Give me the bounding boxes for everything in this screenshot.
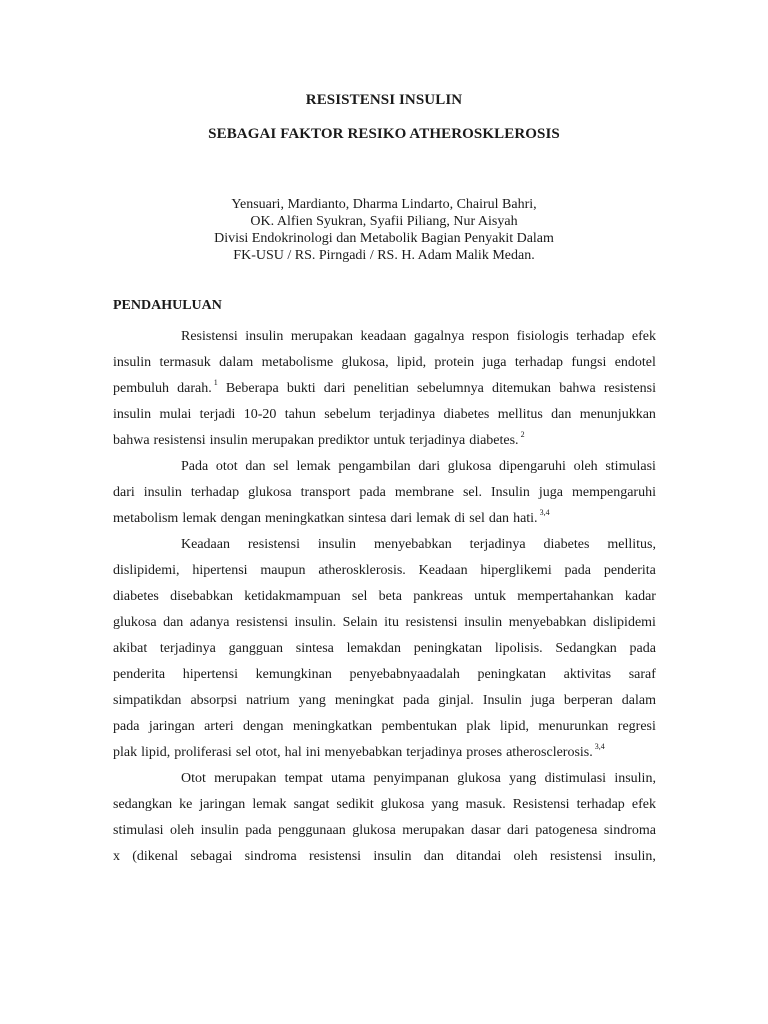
word: terjadinya bbox=[409, 433, 466, 448]
word: insulin bbox=[200, 823, 239, 838]
word: stimulasi bbox=[113, 823, 164, 838]
word: hipertensi bbox=[192, 563, 248, 578]
text-line bbox=[113, 480, 656, 506]
word: dari bbox=[418, 459, 441, 474]
affiliation-line: Divisi Endokrinologi dan Metabolik Bagian Penyakit Dalam bbox=[214, 231, 554, 246]
word: sindroma bbox=[244, 849, 297, 864]
word: yang bbox=[298, 693, 326, 708]
word: peningkatan bbox=[477, 667, 546, 682]
word: mellitus bbox=[497, 407, 543, 422]
word: gangguan bbox=[228, 641, 284, 656]
word: dasar bbox=[470, 823, 501, 838]
word: dalam bbox=[621, 693, 656, 708]
word: berperan bbox=[563, 693, 613, 708]
word: terhadap bbox=[514, 355, 564, 370]
word: dan bbox=[488, 511, 510, 526]
word: resistensi bbox=[235, 615, 289, 630]
word: dari bbox=[323, 381, 346, 396]
word: adanya bbox=[189, 615, 230, 630]
word: regresi bbox=[617, 719, 656, 734]
word: resistensi bbox=[405, 615, 458, 630]
word: merupakan bbox=[290, 329, 354, 344]
word: insulin bbox=[143, 485, 182, 500]
word: sindroma bbox=[603, 823, 656, 838]
word: penggunaan bbox=[278, 823, 346, 838]
word: mempengaruhi bbox=[572, 485, 656, 500]
word: membrane bbox=[394, 485, 454, 500]
text-line bbox=[113, 740, 656, 766]
author-block bbox=[0, 196, 768, 264]
word: lipid, bbox=[141, 745, 171, 760]
word: terjadinya bbox=[379, 407, 436, 422]
word: x bbox=[113, 849, 120, 864]
word: dipengaruhi bbox=[499, 459, 566, 474]
author-line: Yensuari, Mardianto, Dharma Lindarto, Chairul Bahri, bbox=[231, 197, 537, 212]
word: pengambilan bbox=[338, 459, 411, 474]
word: proliferasi bbox=[174, 745, 232, 760]
word: dan bbox=[163, 615, 184, 630]
word: Resistensi bbox=[181, 329, 238, 344]
word: Keadaan bbox=[418, 563, 468, 578]
word: simpatikdan bbox=[113, 693, 182, 708]
word: terhadap bbox=[576, 797, 625, 812]
word: sedikit bbox=[336, 797, 374, 812]
word: hipertensi bbox=[182, 667, 238, 682]
word: pada bbox=[629, 641, 656, 656]
word: Sedangkan bbox=[555, 641, 617, 656]
word: menyebabkan bbox=[508, 615, 587, 630]
text-line bbox=[113, 714, 656, 740]
word: oleh bbox=[513, 849, 538, 864]
word: insulin bbox=[464, 615, 503, 630]
word: lemakdan bbox=[346, 641, 401, 656]
word: meningkatkan bbox=[264, 511, 345, 526]
word: ginjal. bbox=[438, 693, 474, 708]
word: masuk. bbox=[465, 797, 506, 812]
text-line bbox=[113, 792, 656, 818]
document-title: RESISTENSI INSULIN bbox=[305, 92, 463, 108]
word: penyimpanan bbox=[373, 771, 449, 786]
word: Resistensi bbox=[512, 797, 570, 812]
word: penderita bbox=[113, 667, 166, 682]
word: merupakan bbox=[251, 433, 314, 448]
word: meningkatkan bbox=[292, 719, 373, 734]
citation-superscript: 3,4 bbox=[537, 508, 550, 517]
word: otot, bbox=[255, 745, 281, 760]
word: Selain bbox=[342, 615, 378, 630]
citation-superscript: 1 bbox=[211, 378, 218, 387]
word: dari bbox=[506, 823, 529, 838]
word: terjadinya bbox=[406, 745, 463, 760]
word: bahwa bbox=[559, 381, 596, 396]
text-line bbox=[113, 428, 656, 454]
text-line bbox=[113, 844, 656, 870]
word: merupakan bbox=[402, 823, 465, 838]
word: kemungkinan bbox=[255, 667, 332, 682]
word: hiperglikemi bbox=[480, 563, 552, 578]
word: menyebabkan bbox=[324, 745, 403, 760]
word: di bbox=[454, 511, 466, 526]
word: diabetes. $^2$ bbox=[469, 430, 525, 448]
word: juga bbox=[530, 693, 555, 708]
word: stimulasi bbox=[605, 459, 656, 474]
word: tempat bbox=[284, 771, 323, 786]
word: insulin, bbox=[614, 771, 656, 786]
word: dan bbox=[551, 407, 572, 422]
word: protein bbox=[434, 355, 475, 370]
word: glukosa bbox=[352, 823, 396, 838]
text-line bbox=[113, 558, 656, 584]
word: diabetes bbox=[113, 589, 159, 604]
word: sangat bbox=[293, 797, 330, 812]
word: sel bbox=[235, 745, 252, 760]
word: pembuluh bbox=[113, 381, 169, 396]
word: keadaan bbox=[360, 329, 407, 344]
word: pada bbox=[564, 563, 591, 578]
section-heading: PENDAHULUAN bbox=[113, 298, 222, 313]
word: 10-20 bbox=[243, 407, 277, 422]
word: Insulin bbox=[482, 693, 522, 708]
word: glukosa bbox=[447, 459, 492, 474]
text-line bbox=[113, 636, 656, 662]
word: yang bbox=[431, 797, 459, 812]
text-line bbox=[113, 350, 656, 376]
word: metabolism bbox=[113, 511, 179, 526]
word: ditemukan bbox=[491, 381, 552, 396]
word: darah. $^1$ bbox=[177, 378, 218, 396]
word: utama bbox=[331, 771, 366, 786]
word: juga bbox=[538, 485, 564, 500]
word: pembentukan bbox=[381, 719, 457, 734]
word: absorpsi bbox=[190, 693, 238, 708]
text-line bbox=[113, 402, 656, 428]
word: pada bbox=[402, 693, 430, 708]
word: glukosa bbox=[113, 615, 157, 630]
word: (dikenal bbox=[132, 849, 179, 864]
word: endotel bbox=[614, 355, 656, 370]
word: terjadi bbox=[199, 407, 236, 422]
word: sintesa bbox=[295, 641, 334, 656]
word: efek bbox=[631, 797, 656, 812]
word: efek bbox=[631, 329, 656, 344]
word: atherosclerosis. $^{3,4}$ bbox=[506, 742, 605, 760]
word: yang bbox=[509, 771, 537, 786]
word: resistensi bbox=[603, 381, 656, 396]
word: ini bbox=[305, 745, 321, 760]
word: bahwa bbox=[113, 433, 150, 448]
word: beta bbox=[378, 589, 402, 604]
word: ditandai bbox=[456, 849, 502, 864]
word: insulin. bbox=[294, 615, 337, 630]
word: menyebabkan bbox=[373, 537, 452, 552]
word: dislipidemi, bbox=[113, 563, 180, 578]
text-line bbox=[113, 688, 656, 714]
word: terjadinya bbox=[469, 537, 526, 552]
word: diabetes bbox=[543, 537, 590, 552]
word: otot bbox=[215, 459, 238, 474]
word: natrium bbox=[246, 693, 290, 708]
word: penderita bbox=[603, 563, 656, 578]
word: penelitian bbox=[353, 381, 409, 396]
word: insulin bbox=[373, 849, 412, 864]
word: meningkat bbox=[334, 693, 394, 708]
word: dan bbox=[423, 849, 444, 864]
word: saraf bbox=[628, 667, 656, 682]
word: pankreas bbox=[413, 589, 463, 604]
word: resistensi bbox=[549, 849, 602, 864]
text-line bbox=[113, 662, 656, 688]
affiliation-line: FK-USU / RS. Pirngadi / RS. H. Adam Malik Medan. bbox=[233, 248, 535, 263]
word: resistensi bbox=[308, 849, 362, 864]
text-line bbox=[113, 610, 656, 636]
word: juga bbox=[482, 355, 507, 370]
word: metabolisme bbox=[261, 355, 334, 370]
word: menurunkan bbox=[538, 719, 609, 734]
word: prediktor bbox=[317, 433, 370, 448]
word: glukosa bbox=[380, 797, 425, 812]
word: distimulasi bbox=[544, 771, 607, 786]
word: hati. $^{3,4}$ bbox=[513, 508, 550, 526]
word: Insulin bbox=[491, 485, 530, 500]
word: glukosa bbox=[248, 485, 292, 500]
text-line bbox=[113, 818, 656, 844]
word: arteri bbox=[204, 719, 234, 734]
word: insulin, bbox=[614, 849, 656, 864]
word: menunjukkan bbox=[579, 407, 656, 422]
word: insulin bbox=[245, 329, 284, 344]
word: dalam bbox=[219, 355, 254, 370]
word: pada bbox=[359, 485, 386, 500]
word: maupun bbox=[260, 563, 306, 578]
word: dislipidemi bbox=[592, 615, 656, 630]
text-line bbox=[113, 584, 656, 610]
text-line bbox=[113, 324, 656, 350]
word: plak bbox=[466, 719, 491, 734]
word: dari bbox=[390, 511, 413, 526]
text-line bbox=[113, 376, 656, 402]
word: oleh bbox=[170, 823, 195, 838]
word: hal bbox=[284, 745, 302, 760]
text-line bbox=[113, 454, 656, 480]
body-text bbox=[113, 324, 656, 870]
word: diabetes bbox=[443, 407, 490, 422]
word: sel bbox=[273, 459, 289, 474]
word: peningkatan bbox=[413, 641, 483, 656]
word: glukosa bbox=[457, 771, 501, 786]
word: jaringan bbox=[199, 797, 246, 812]
word: dengan bbox=[243, 719, 284, 734]
text-line bbox=[113, 766, 656, 792]
word: akibat bbox=[113, 641, 148, 656]
word: fungsi bbox=[571, 355, 607, 370]
word: transport bbox=[300, 485, 351, 500]
word: resistensi bbox=[153, 433, 206, 448]
word: patogenesa bbox=[535, 823, 598, 838]
word: insulin bbox=[209, 433, 248, 448]
word: sintesa bbox=[348, 511, 387, 526]
word: mempertahankan bbox=[517, 589, 614, 604]
word: insulin bbox=[113, 355, 152, 370]
word: pada bbox=[113, 719, 140, 734]
word: dengan bbox=[220, 511, 261, 526]
word: gagalnya bbox=[413, 329, 465, 344]
word: terhadap bbox=[576, 329, 625, 344]
word: insulin bbox=[317, 537, 357, 552]
word: Beberapa bbox=[225, 381, 279, 396]
word: plak bbox=[113, 745, 138, 760]
word: sebagai bbox=[190, 849, 233, 864]
word: termasuk bbox=[159, 355, 211, 370]
word: lemak bbox=[182, 511, 217, 526]
word: terhadap bbox=[190, 485, 240, 500]
word: merupakan bbox=[214, 771, 277, 786]
citation-superscript: 3,4 bbox=[592, 742, 605, 751]
word: lipid, bbox=[396, 355, 427, 370]
word: sel bbox=[351, 589, 368, 604]
word: proses bbox=[466, 745, 503, 760]
word: lipid, bbox=[499, 719, 530, 734]
word: jaringan bbox=[148, 719, 195, 734]
word: lipolisis. bbox=[494, 641, 543, 656]
word: lemak bbox=[296, 459, 331, 474]
word: Otot bbox=[181, 771, 206, 786]
word: penyebabnyaadalah bbox=[349, 667, 460, 682]
word: sebelum bbox=[324, 407, 371, 422]
word: insulin bbox=[113, 407, 152, 422]
word: ke bbox=[179, 797, 193, 812]
document-subtitle: SEBAGAI FAKTOR RESIKO ATHEROSKLEROSIS bbox=[208, 126, 560, 142]
word: disebabkan bbox=[170, 589, 234, 604]
word: Keadaan bbox=[181, 537, 230, 552]
word: resistensi bbox=[247, 537, 300, 552]
word: mulai bbox=[159, 407, 192, 422]
text-line bbox=[113, 532, 656, 558]
word: atherosklerosis. bbox=[318, 563, 406, 578]
word: itu bbox=[384, 615, 399, 630]
word: lemak bbox=[252, 797, 287, 812]
word: sebelumnya bbox=[416, 381, 484, 396]
word: sedangkan bbox=[113, 797, 173, 812]
word: mellitus, bbox=[607, 537, 656, 552]
word: pada bbox=[245, 823, 272, 838]
word: kadar bbox=[624, 589, 656, 604]
word: untuk bbox=[474, 589, 507, 604]
word: aktivitas bbox=[563, 667, 612, 682]
word: dari bbox=[113, 485, 135, 500]
word: untuk bbox=[373, 433, 406, 448]
word: lemak bbox=[416, 511, 451, 526]
word: oleh bbox=[573, 459, 598, 474]
word: bukti bbox=[286, 381, 316, 396]
word: terjadinya bbox=[159, 641, 216, 656]
word: respon bbox=[471, 329, 510, 344]
citation-superscript: 2 bbox=[518, 430, 525, 439]
word: fisiologis bbox=[516, 329, 569, 344]
text-line bbox=[113, 506, 656, 532]
word: Pada bbox=[181, 459, 209, 474]
word: ketidakmampuan bbox=[244, 589, 341, 604]
word: tahun bbox=[284, 407, 316, 422]
author-line: OK. Alfien Syukran, Syafii Piliang, Nur Aisyah bbox=[250, 214, 518, 229]
word: sel bbox=[469, 511, 485, 526]
word: glukosa, bbox=[341, 355, 389, 370]
word: sel. bbox=[462, 485, 483, 500]
word: dan bbox=[245, 459, 266, 474]
